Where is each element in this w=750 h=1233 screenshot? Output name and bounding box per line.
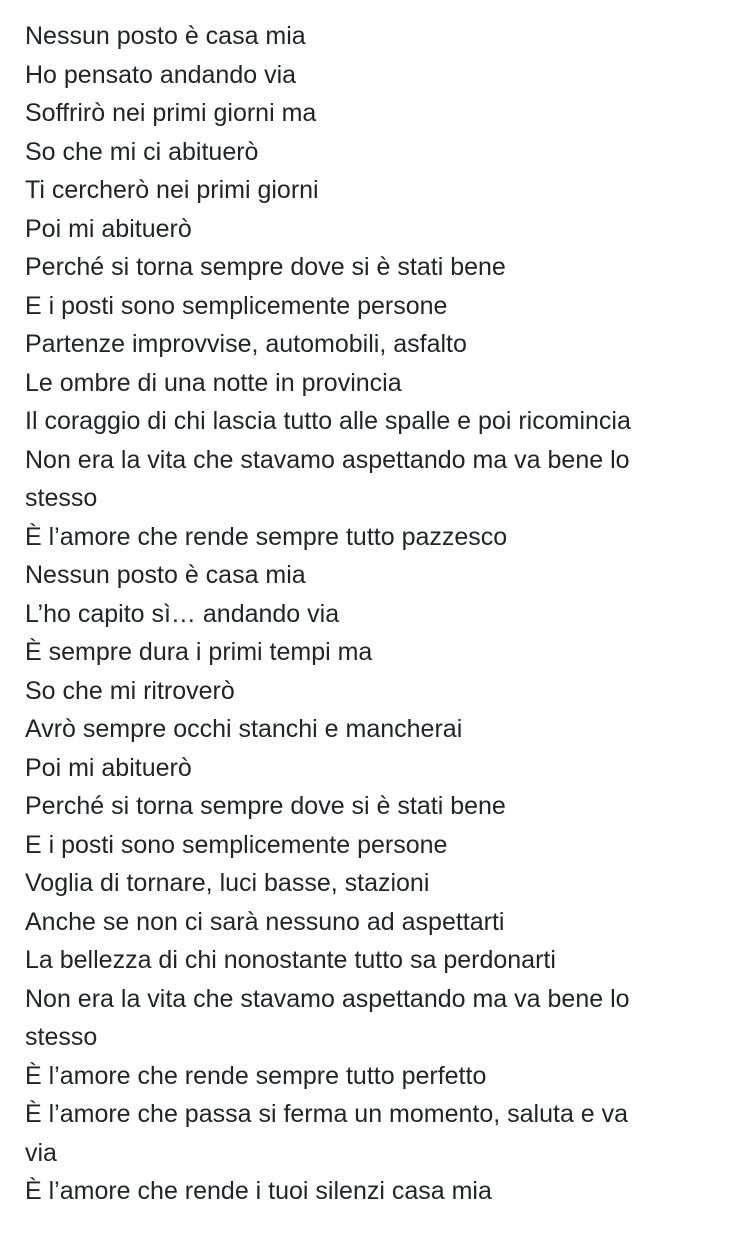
lyric-line: La bellezza di chi nonostante tutto sa perdonarti bbox=[25, 946, 556, 974]
lyric-line: Avrò sempre occhi stanchi e mancherai bbox=[25, 715, 463, 743]
lyric-line: Nessun posto è casa mia bbox=[25, 22, 306, 50]
lyric-line: Ho pensato andando via bbox=[25, 60, 297, 89]
lyric-line: Poi mi abituerò bbox=[25, 214, 192, 243]
lyric-line: È l’amore che passa si ferma un momento, saluta e va bbox=[25, 1100, 629, 1128]
lyric-line: Soffrirò nei primi giorni ma bbox=[25, 99, 317, 127]
lyric-line: È l’amore che rende i tuoi silenzi casa mia bbox=[25, 1177, 492, 1205]
lyric-line: Anche se non ci sarà nessuno ad aspettarti bbox=[25, 907, 505, 936]
lyric-line: stesso bbox=[25, 484, 98, 512]
lyric-line: E i posti sono semplicemente persone bbox=[25, 291, 448, 320]
lyric-line: Il coraggio di chi lascia tutto alle spalle e poi ricomincia bbox=[25, 407, 631, 435]
lyric-line: È l’amore che rende sempre tutto pazzesco bbox=[25, 522, 508, 551]
lyric-line: So che mi ci abituerò bbox=[25, 137, 259, 166]
lyric-line: via bbox=[25, 1138, 57, 1167]
lyric-line: È l’amore che rende sempre tutto perfetto bbox=[25, 1061, 487, 1090]
lyric-line: E i posti sono semplicemente persone bbox=[25, 830, 448, 859]
lyric-line: Voglia di tornare, luci basse, stazioni bbox=[25, 869, 430, 897]
lyric-line: Nessun posto è casa mia bbox=[25, 561, 306, 589]
lyric-line: L’ho capito sì… andando via bbox=[25, 599, 340, 628]
lyric-line: Perché si torna sempre dove si è stati bene bbox=[25, 792, 506, 820]
lyric-line: stesso bbox=[25, 1023, 98, 1051]
lyric-line: È sempre dura i primi tempi ma bbox=[25, 638, 373, 666]
lyric-line: So che mi ritroverò bbox=[25, 676, 235, 705]
lyric-line: Non era la vita che stavamo aspettando ma va bene lo bbox=[25, 445, 630, 474]
lyric-line: Perché si torna sempre dove si è stati bene bbox=[25, 253, 506, 281]
lyric-line: Non era la vita che stavamo aspettando ma va bene lo bbox=[25, 984, 630, 1013]
lyric-line: Partenze improvvise, automobili, asfalto bbox=[25, 330, 467, 358]
lyric-line: Le ombre di una notte in provincia bbox=[25, 368, 402, 397]
lyric-line: Ti cercherò nei primi giorni bbox=[25, 176, 319, 204]
lyric-line: Poi mi abituerò bbox=[25, 753, 192, 782]
